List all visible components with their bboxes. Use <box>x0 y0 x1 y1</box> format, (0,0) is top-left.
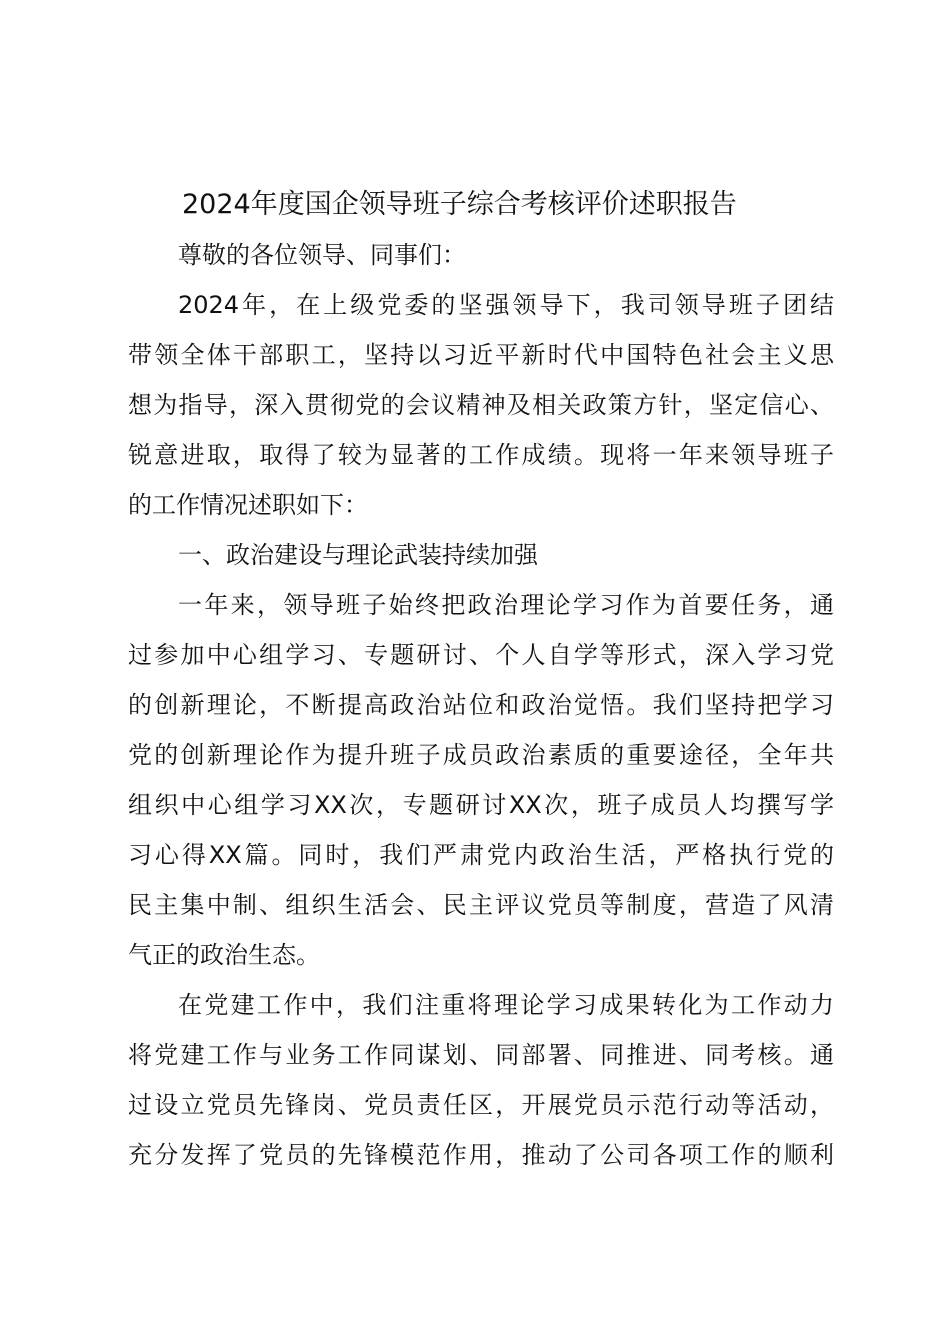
paragraph-line: 的创新理论，不断提高政治站位和政治觉悟。我们坚持把学习 <box>128 691 834 719</box>
paragraph-line: 的工作情况述职如下： <box>128 491 368 519</box>
paragraph-line: 党的创新理论作为提升班子成员政治素质的重要途径，全年共 <box>128 741 834 769</box>
paragraph-line: 在党建工作中，我们注重将理论学习成果转化为工作动力 <box>178 991 834 1019</box>
paragraph-line: 过参加中心组学习、专题研讨、个人自学等形式，深入学习党 <box>128 641 834 669</box>
paragraph-line: 民主集中制、组织生活会、民主评议党员等制度，营造了风清 <box>128 891 834 919</box>
paragraph-line: 气正的政治生态。 <box>128 941 320 969</box>
paragraph-line: 习心得XX篇。同时，我们严肃党内政治生活，严格执行党的 <box>128 841 834 869</box>
paragraph-line: 想为指导，深入贯彻党的会议精神及相关政策方针，坚定信心、 <box>128 391 834 419</box>
paragraph-line: 锐意进取，取得了较为显著的工作成绩。现将一年来领导班子 <box>128 441 834 469</box>
document-title: 2024年度国企领导班子综合考核评价述职报告 <box>182 189 737 220</box>
paragraph-line: 组织中心组学习XX次，专题研讨XX次，班子成员人均撰写学 <box>128 791 834 819</box>
paragraph-line: 将党建工作与业务工作同谋划、同部署、同推进、同考核。通 <box>128 1041 834 1069</box>
paragraph-line: 充分发挥了党员的先锋模范作用，推动了公司各项工作的顺利 <box>128 1141 834 1169</box>
paragraph-line: 过设立党员先锋岗、党员责任区，开展党员示范行动等活动， <box>128 1091 834 1119</box>
paragraph-line: 2024年，在上级党委的坚强领导下，我司领导班子团结 <box>178 291 834 319</box>
salutation: 尊敬的各位领导、同事们： <box>178 241 466 269</box>
paragraph-line: 一年来，领导班子始终把政治理论学习作为首要任务，通 <box>178 591 834 619</box>
section-heading: 一、政治建设与理论武装持续加强 <box>178 541 538 569</box>
paragraph-line: 带领全体干部职工，坚持以习近平新时代中国特色社会主义思 <box>128 341 834 369</box>
